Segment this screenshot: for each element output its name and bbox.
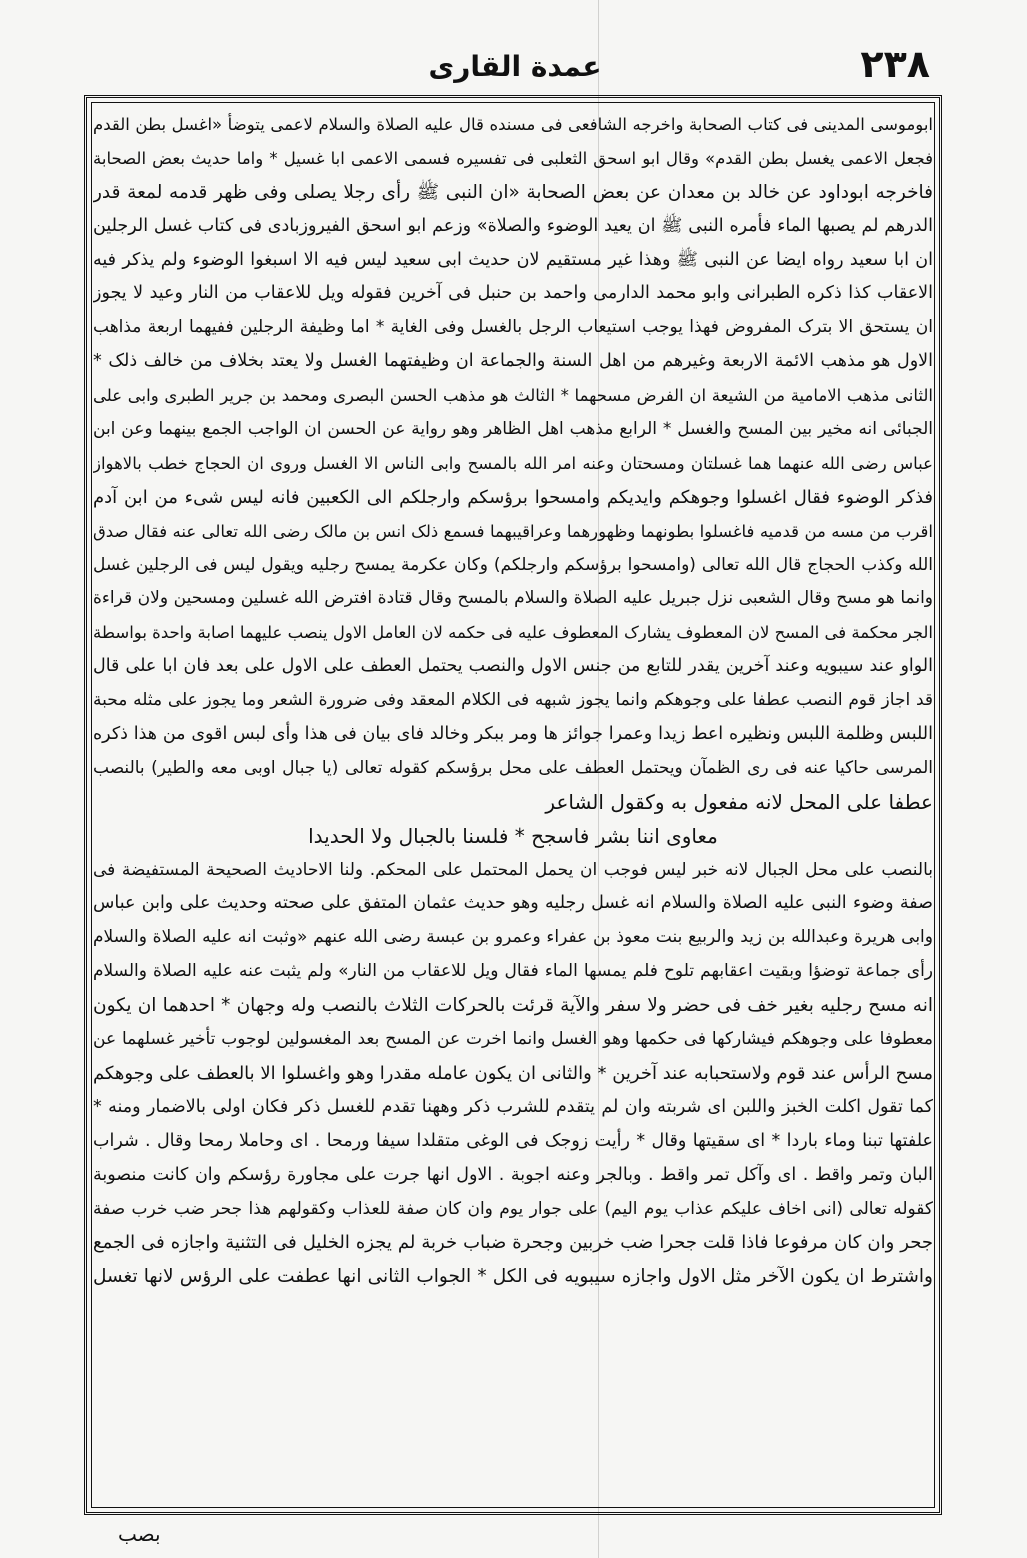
text-line: الاعقاب کذا ذکره الطبرانی وابو محمد الدارمی واحمد بن حنبل فی آخرین فقوله ویل للاعقاب من النار وعید لا یجوز [93,283,933,304]
text-line: واشترط ان یکون الآخر مثل الاول واجازه سیبویه فی الکل * الجواب الثانی انها عطفت علی الرؤس لانها تغسل [93,1266,933,1288]
text-line: جحر وان کان مرفوعا فاذا قلت جحرا ضب خربین وجحرة ضباب خربة لم یجزه الخلیل فی التثنیة واجازه فی الجمع [93,1232,933,1254]
text-line: قد اجاز قوم النصب عطفا علی وجوهکم وانما یجوز شبهه فی الکلام المعقد وفی ضرورة الشعر وما یجوز علی مثله محبة [93,690,933,711]
text-line: وابی هریرة وعبدالله بن زید والربیع بنت معوذ بن عفراء وعمرو بن عبسة رضی الله عنهم «وثبت انه علیه الصلاة والسلام [93,927,933,948]
text-line: عباس رضی الله عنهما هما غسلتان ومسحتان وعنه امر الله بالمسح وابی الناس الا الغسل وروی ان الحجاج خطب بالاهواز [93,453,933,473]
text-line: فجعل الاعمی یغسل بطن القدم» وقال ابو اسحق الثعلبی فی تفسیره فسمی الاعمی ابا غسیل * واما حدیث بعض الصحابة [93,148,933,168]
text-line: صفة وضوء النبی علیه الصلاة والسلام انه غسل رجلیه وهو حدیث عثمان المتفق علی صحته وحدیث علی وابن عباس [93,893,933,914]
text-line: کما تقول اکلت الخبز واللبن ای شربته وان لم یتقدم للشرب ذکر وههنا تقدم للغسل ذکر فکان اولی بالاضمار ومنه * [93,1096,933,1117]
text-line: ابوموسی المدینی فی کتاب الصحابة واخرجه الشافعی فی مسنده قال علیه الصلاة والسلام لاعمی یتوضأ «اغسل بطن القدم [93,115,933,134]
text-line: معطوفا علی وجوهکم فیشارکها فی حکمها وهو الغسل وانما اخرت عن المسح بعد المغسولین لوجوب تأخیر غسلهما عن [93,1029,933,1050]
catchword: بصب [118,1522,161,1546]
body-text [93,108,933,1294]
verse-line: معاوی اننا بشر فاسجح * فلسنا بالجبال ولا الحدیدا [308,823,718,848]
text-line: الدرهم لم یصبها الماء فأمره النبی ﷺ ان یعید الوضوء والصلاة» وزعم ابو اسحق الفیروزبادی فی کتاب غسل الرجلین [93,215,933,236]
text-line: الجر محکمة فی المسح لان المعطوف یشارک المعطوف علیه فی حکمه لان العامل الاول ینصب علیهما اصابة واحدة بواسطة [93,623,933,643]
text-line: وانما هو مسح وقال الشعبی نزل جبریل علیه الصلاة والسلام بالمسح وقال قتادة افترض الله غسلین ومسحین ولان قراءة [93,588,933,609]
text-line: انه مسح رجلیه بغیر خف فی حضر ولا سفر والآیة قرئت بالحرکات الثلاث بالنصب وله وجهان * احدهما ان یکون [93,995,933,1017]
text-line: فاخرجه ابوداود عن خالد بن معدان عن بعض الصحابة «ان النبی ﷺ رأی رجلا یصلی وفی ظهر قدمه لمعة قدر [93,181,933,203]
text-line: بالنصب علی محل الجبال لانه خبر لیس فوجب ان یحمل المحتمل علی المحکم. ولنا الاحادیث الصحیحة المستفیضة فی [93,859,933,880]
text-line: ان ابا سعید رواه ایضا عن النبی ﷺ وهذا غیر مستقیم لان حدیث ابی سعید لیس فیه الا اسبغوا الوضوء ولم یذکر فیه [93,249,933,270]
text-line: علفتها تبنا وماء باردا * ای سقیتها وقال * رأیت زوجک فی الوغی متقلدا سیفا ورمحا . ای وحاملا رمحا وقال . شراب [93,1130,933,1151]
text-line: اقرب من مسه من قدمیه فاغسلوا بطونهما وظهورهما وعراقیبهما فسمع ذلک انس بن مالک رضی الله تعالی عنه فقال صدق [93,521,933,541]
text-line: عطفا علی المحل لانه مفعول به وکقول الشاعر [545,789,933,814]
text-line: الثانی مذهب الامامیة من الشیعة ان الفرض مسحهما * الثالث هو مذهب الحسن البصری ومحمد بن جریر الطبری وابی علی [93,386,933,406]
running-title: عمدة القاری [428,50,602,83]
text-line: فذکر الوضوء فقال اغسلوا وجوهکم وایدیکم وامسحوا برؤسکم وارجلکم الی الکعبین فانه لیس شیء من ابن آدم [93,486,933,508]
text-line: مسح الرأس عند قوم ولاستحبابه عند آخرین * والثانی ان یکون عامله مقدرا وهو واغسلوا الا بالعطف علی وجوهکم [93,1062,933,1084]
text-line: اللبس وظلمة اللبس ونظیره اعط زیدا وعمرا جوائز ها ومر ببکر وخالد فای بیان فی هذا وأی لبس اقوی من هذا ذکره [93,724,933,745]
text-line: رأی جماعة توضؤا وبقیت اعقابهم تلوح فلم یمسها الماء فقال ویل للاعقاب من النار» ولم یثبت عنه علیه الصلاة والسلام [93,961,933,982]
text-line: ان یستحق الا بترک المفروض فهذا یوجب استیعاب الرجل بالغسل وفی الغایة * اما وظیفة الرجلین ففیهما اربعة مذاهب [93,317,933,338]
text-line: المرسی حاکیا عنه فی ری الظمآن ویحتمل العطف علی محل برؤسکم کقوله تعالی (یا جبال اوبی معه والطیر) بالنصب [93,757,933,778]
text-line: البان وتمر واقط . ای وآکل تمر واقط . وبالجر وعنه اجوبة . الاول انها جرت علی مجاورة رؤسکم وان کانت منصوبة [93,1164,933,1185]
page-number: ۲۳۸ [860,42,930,86]
page-header [90,40,940,92]
text-line: الواو عند سیبویه وعند آخرین یقدر للتابع من جنس الاول والنصب یحتمل العطف علی الاول علی بعد فان ابا علی قال [93,656,933,677]
text-line: الجبائی انه مخیر بین المسح والغسل * الرابع مذهب اهل الظاهر وهو روایة عن الحسن ان الواجب الجمع بینهما وعن ابن [93,419,933,440]
text-line: الاول هو مذهب الائمة الاربعة وغیرهم من اهل السنة والجماعة ان وظیفتهما الغسل ولا یعتد بخلاف من خالف ذلک * [93,351,933,372]
text-line: الله وکذب الحجاج قال الله تعالی (وامسحوا برؤسکم وارجلکم) وکان عکرمة یمسح رجلیه ویقول لیس فی الرجلین غسل [93,554,933,575]
text-line: کقوله تعالی (انی اخاف علیکم عذاب یوم الیم) علی جوار یوم وان کان صفة للعذاب وکقولهم هذا جحر ضب خرب صفة [93,1198,933,1219]
